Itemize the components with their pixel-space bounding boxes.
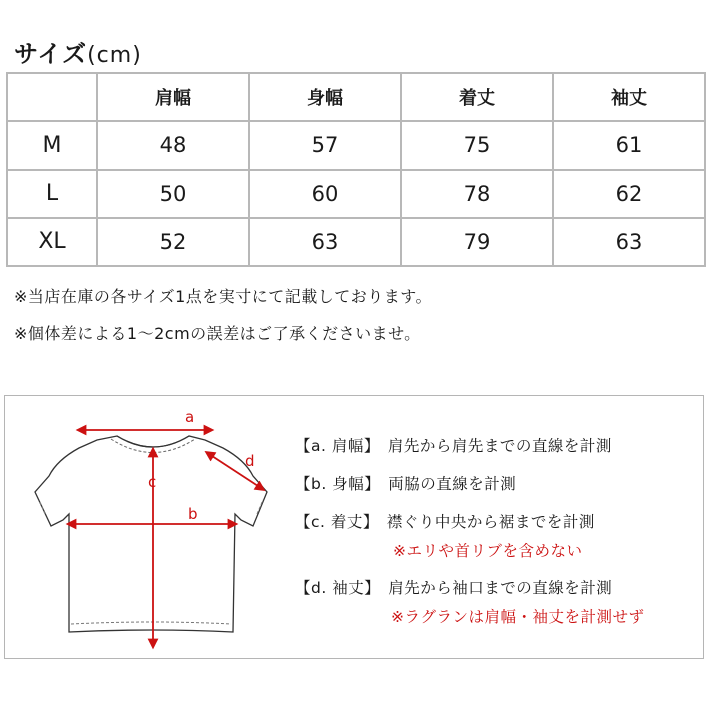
table-row — [7, 218, 705, 266]
legend-key: 【c. 着丈】 — [295, 513, 379, 531]
title-unit: (cm) — [87, 43, 142, 68]
measure-c-label: c — [148, 473, 157, 491]
table-header-row — [7, 73, 705, 121]
legend-item-shoulder — [295, 434, 612, 456]
note-measurement: ※当店在庫の各サイズ1点を実寸にて記載しております。 — [14, 287, 433, 306]
legend-text: 襟ぐり中央から裾までを計測 — [386, 513, 595, 531]
title-main: サイズ — [14, 40, 88, 68]
page-title — [14, 34, 142, 69]
table-cell: 78 — [401, 170, 553, 218]
legend-item-chest — [295, 472, 516, 494]
table-cell: 61 — [553, 121, 705, 169]
table-corner-cell — [7, 73, 97, 121]
size-label: M — [7, 121, 97, 169]
table-row — [7, 170, 705, 218]
tshirt-diagram — [5, 396, 295, 658]
table-cell: 57 — [249, 121, 401, 169]
table-cell: 63 — [249, 218, 401, 266]
legend-key: 【d. 袖丈】 — [295, 579, 381, 597]
table-cell: 62 — [553, 170, 705, 218]
legend-warning-length: ※エリや首リブを含めない — [393, 542, 583, 560]
measure-a-label: a — [185, 408, 195, 426]
table-cell: 52 — [97, 218, 249, 266]
header-sleeve: 袖丈 — [553, 73, 705, 121]
table-cell: 60 — [249, 170, 401, 218]
measure-b-label: b — [188, 505, 198, 523]
header-shoulder: 肩幅 — [97, 73, 249, 121]
measurement-guide — [4, 395, 704, 659]
tshirt-outline — [35, 436, 267, 632]
size-label: XL — [7, 218, 97, 266]
table-cell: 63 — [553, 218, 705, 266]
table-cell: 48 — [97, 121, 249, 169]
table-row — [7, 121, 705, 169]
legend-text: 肩先から袖口までの直線を計測 — [388, 579, 613, 597]
legend-item-sleeve — [295, 576, 612, 598]
legend-text: 両脇の直線を計測 — [388, 475, 517, 493]
measure-d-label: d — [245, 452, 255, 470]
legend-key: 【b. 身幅】 — [295, 475, 381, 493]
legend-item-length — [295, 510, 595, 532]
size-label: L — [7, 170, 97, 218]
header-length: 着丈 — [401, 73, 553, 121]
table-cell: 75 — [401, 121, 553, 169]
size-table — [6, 72, 706, 267]
note-tolerance: ※個体差による1〜2cmの誤差はご了承くださいませ。 — [14, 324, 421, 343]
header-chest: 身幅 — [249, 73, 401, 121]
legend-key: 【a. 肩幅】 — [295, 437, 380, 455]
table-cell: 79 — [401, 218, 553, 266]
legend-warning-sleeve: ※ラグランは肩幅・袖丈を計測せず — [391, 608, 645, 626]
table-cell: 50 — [97, 170, 249, 218]
legend-text: 肩先から肩先までの直線を計測 — [387, 437, 612, 455]
